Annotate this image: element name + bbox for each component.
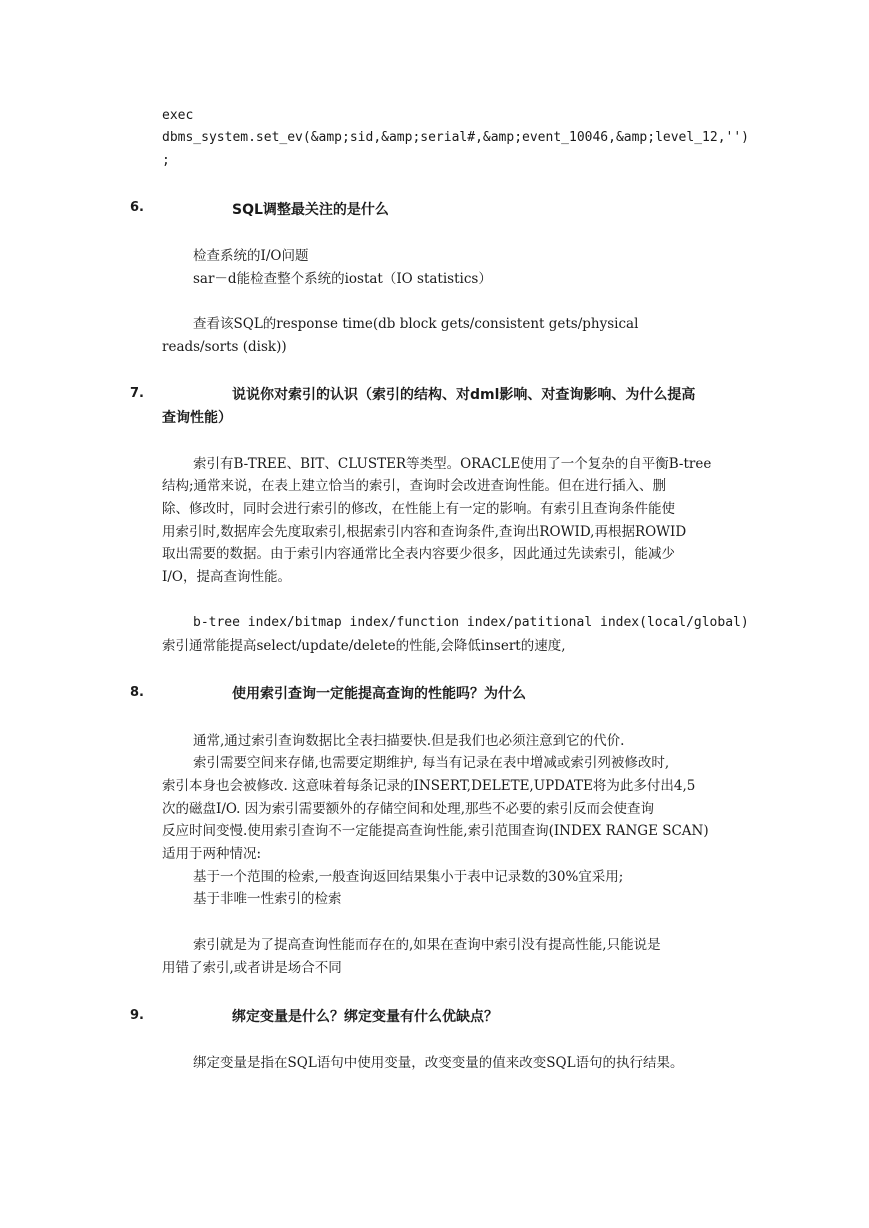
question-number: 7. [130,386,144,401]
paragraph-line: 索引需要空间来存储,也需要定期维护, 每当有记录在表中增减或索引列被修改时, [193,755,670,771]
paragraph-line: 索引有B-TREE、BIT、CLUSTER等类型。ORACLE使用了一个复杂的自平衡B-tree [193,456,712,472]
paragraph-line: 基于一个范围的检索,一般查询返回结果集小于表中记录数的30%宜采用; [193,869,624,885]
paragraph-line: I/O，提高查询性能。 [162,569,291,585]
paragraph-line: 反应时间变慢.使用索引查询不一定能提高查询性能,索引范围查询(INDEX RANGE SCAN) [162,823,709,839]
paragraph-line: 基于非唯一性索引的检索 [193,891,342,907]
paragraph-line: b-tree index/bitmap index/function index/patitional index(local/global) [193,615,749,630]
paragraph-line: 查看该SQL的response time(db block gets/consistent gets/physical [193,316,639,332]
question-title: SQL调整最关注的是什么 [232,202,389,218]
question-number: 6. [130,200,144,215]
paragraph-line: 检查系统的I/O问题 [193,248,309,264]
paragraph-line: 索引就是为了提高查询性能而存在的,如果在查询中索引没有提高性能,只能说是 [193,937,661,953]
question-title: 使用索引查询一定能提高查询的性能吗？为什么 [232,686,526,702]
question-title: 绑定变量是什么？绑定变量有什么优缺点？ [232,1009,498,1025]
paragraph-line: 索引通常能提高select/update/delete的性能,会降低insert的速度, [162,638,566,654]
paragraph-line: reads/sorts (disk)) [162,339,287,355]
paragraph-line: 用错了索引,或者讲是场合不同 [162,960,342,976]
code-line: ; [162,153,170,168]
paragraph-line: 通常,通过索引查询数据比全表扫描要快.但是我们也必须注意到它的代价. [193,733,625,749]
question-title: 说说你对索引的认识（索引的结构、对dml影响、对查询影响、为什么提高 [232,387,696,403]
code-line: dbms_system.set_ev(&amp;sid,&amp;serial#,&amp;event_10046,&amp;level_12,'') [162,130,749,145]
paragraph-line: sar－d能检查整个系统的iostat（IO statistics） [193,271,492,287]
question-number: 9. [130,1008,144,1023]
paragraph-line: 取出需要的数据。由于索引内容通常比全表内容要少很多，因此通过先读索引，能减少 [162,546,675,562]
code-line: exec [162,108,194,123]
paragraph-line: 结构;通常来说，在表上建立恰当的索引，查询时会改进查询性能。但在进行插入、删 [162,478,667,494]
question-number: 8. [130,685,144,700]
paragraph-line: 适用于两种情况: [162,846,262,862]
paragraph-line: 用索引时,数据库会先度取索引,根据索引内容和查询条件,查询出ROWID,再根据ROWID [162,524,687,540]
question-title-continued: 查询性能） [162,410,232,426]
paragraph-line: 绑定变量是指在SQL语句中使用变量，改变变量的值来改变SQL语句的执行结果。 [193,1055,684,1071]
paragraph-line: 除、修改时，同时会进行索引的修改，在性能上有一定的影响。有索引且查询条件能使 [162,501,675,517]
paragraph-line: 次的磁盘I/O. 因为索引需要额外的存储空间和处理,那些不必要的索引反而会使查询 [162,801,655,817]
paragraph-line: 索引本身也会被修改. 这意味着每条记录的INSERT,DELETE,UPDATE将为此多付出4,5 [162,778,696,794]
